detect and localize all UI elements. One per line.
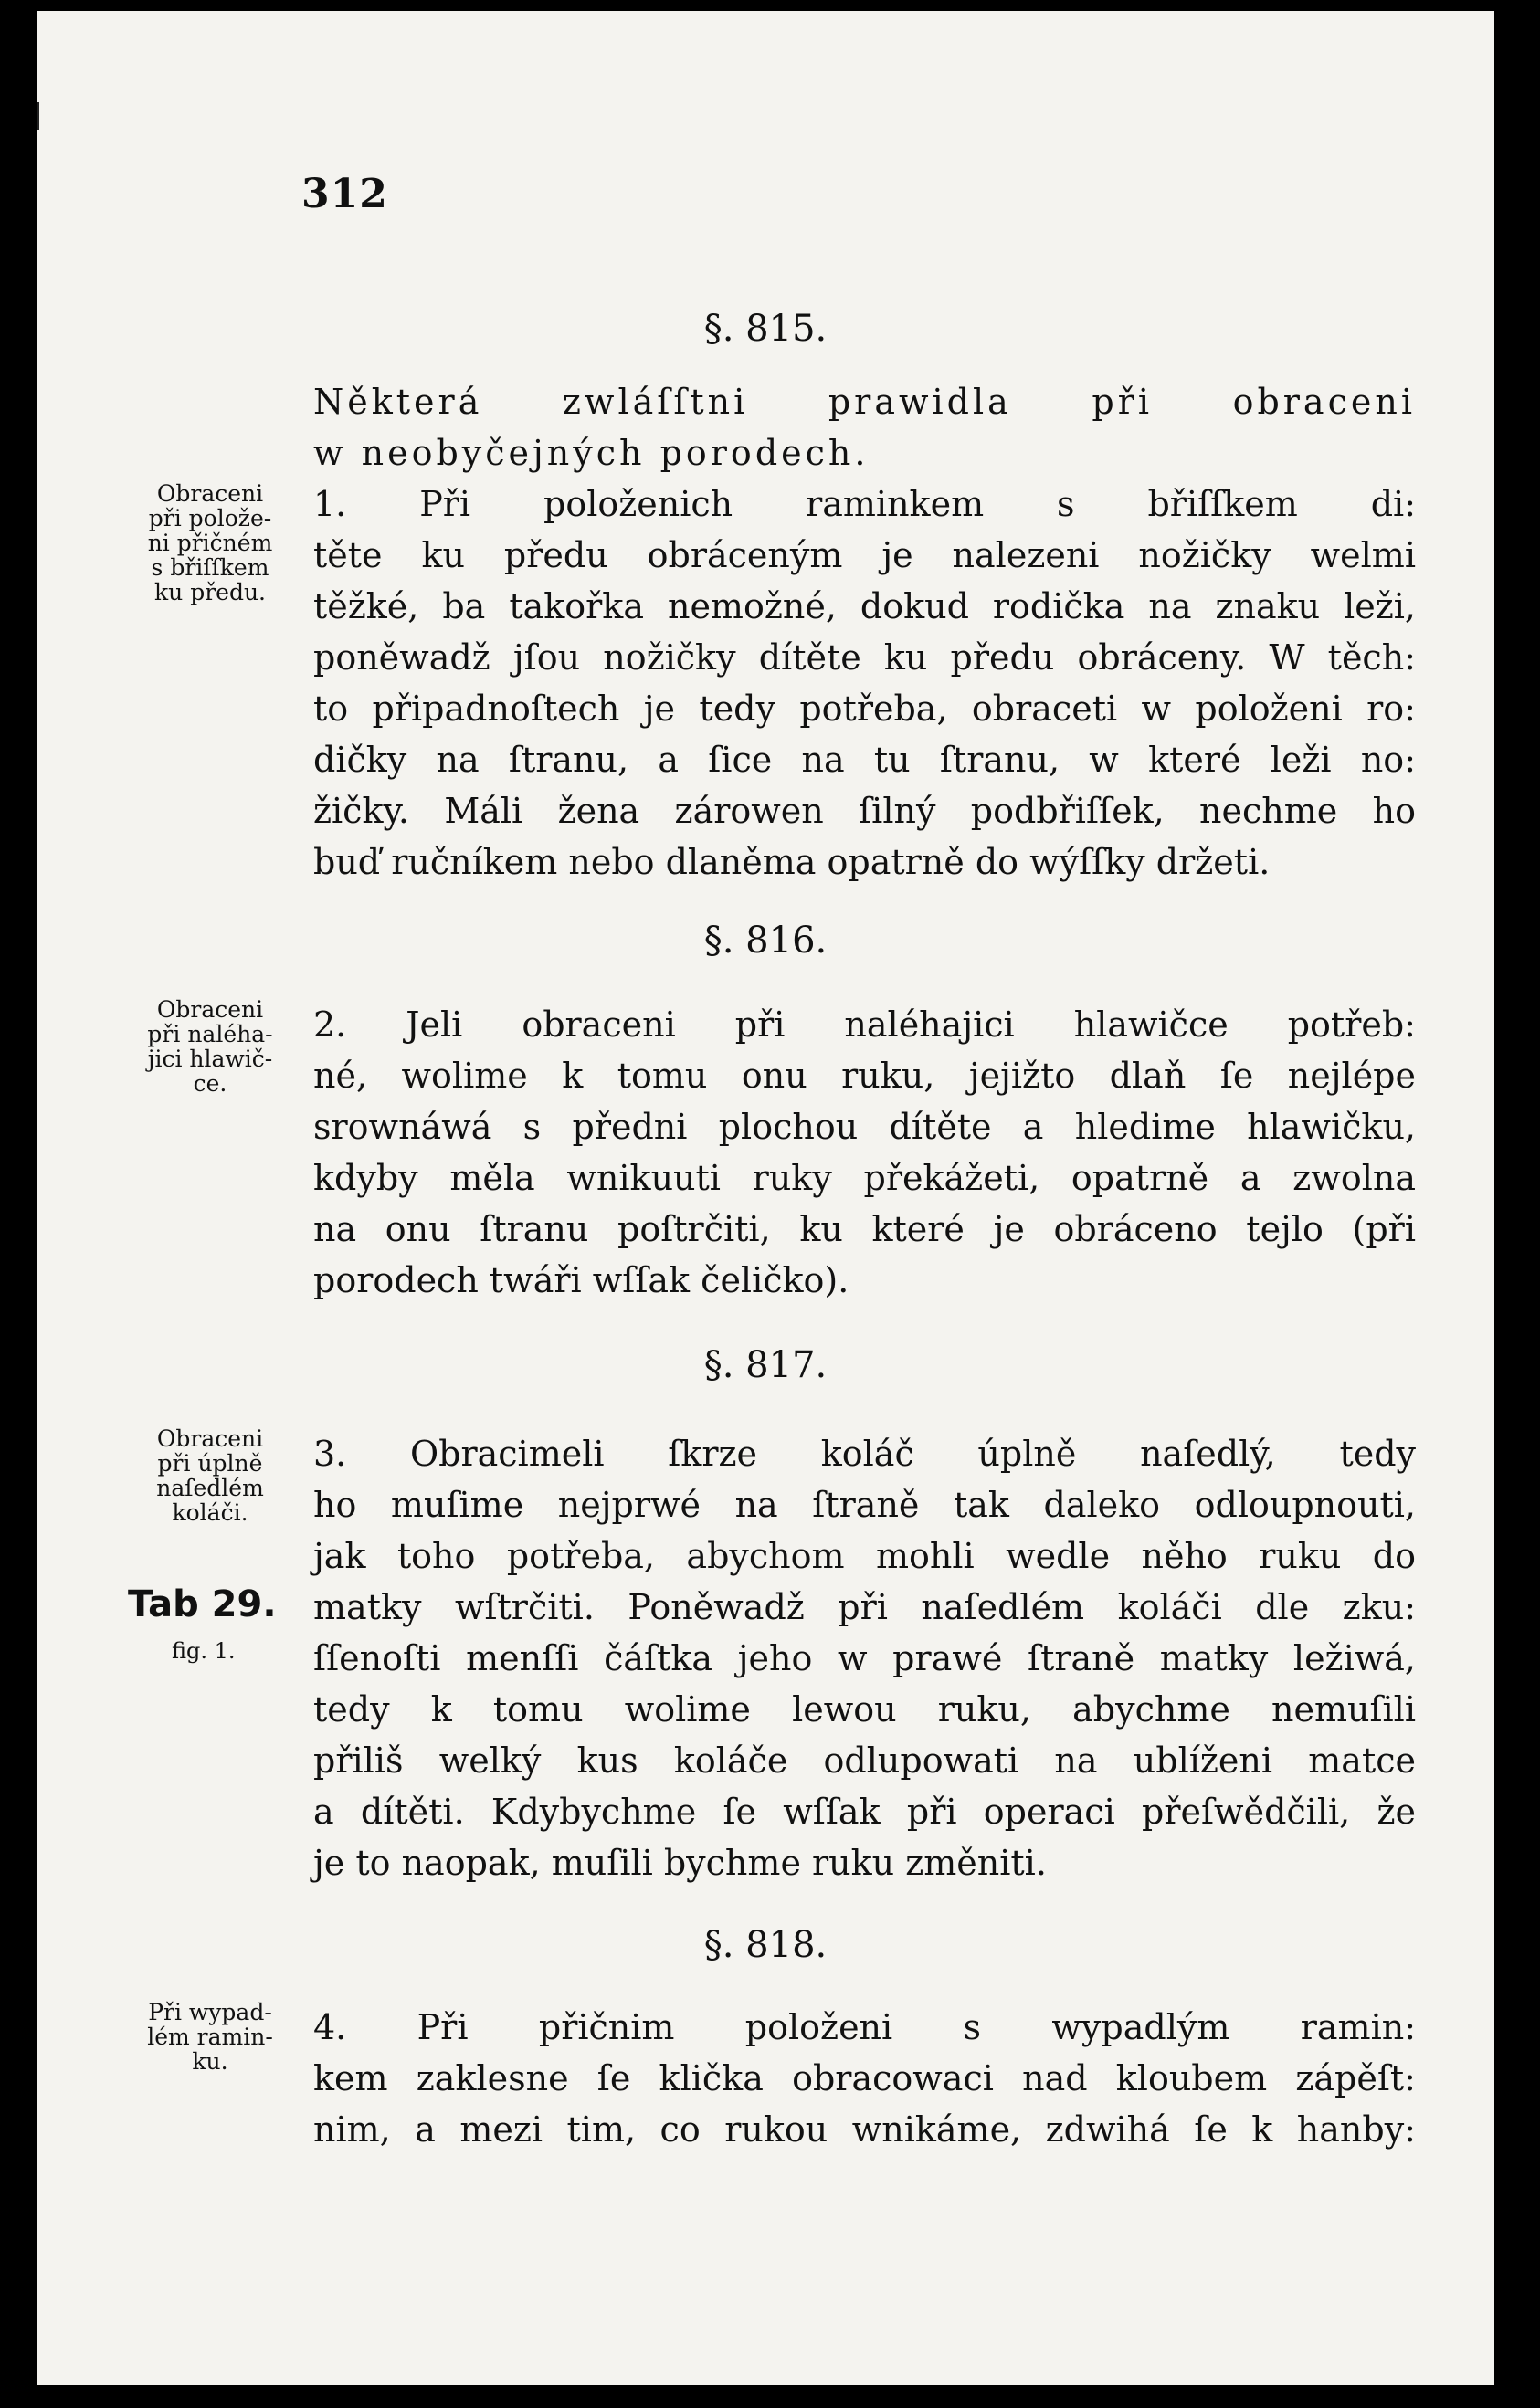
text-line: žičky. Máli žena zárowen ſilný podbřiſſek, nechme ho: [313, 791, 1416, 831]
margin-note-line: jici hlawič-: [147, 1046, 273, 1072]
text-line: jak toho potřeba, abychom mohli wedle něho ruku do: [313, 1536, 1416, 1576]
margin-note-line: při úplně: [157, 1450, 263, 1477]
margin-note-line: ce.: [193, 1070, 227, 1097]
margin-note-line: ku.: [192, 2048, 228, 2075]
section-heading-817: §. 817.: [703, 1344, 828, 1386]
section-heading-816: §. 816.: [703, 920, 828, 962]
text-line: těte ku předu obráceným je nalezeni nožičky welmi: [313, 535, 1416, 575]
text-line: tedy k tomu wolime lewou ruku, abychme nemuſili: [313, 1689, 1416, 1730]
page-number: 312: [301, 171, 388, 217]
book-page: [37, 11, 1494, 2385]
text-line: porodech twáři wſſak čeličko).: [313, 1260, 849, 1300]
text-line: nim, a mezi tim, co rukou wnikáme, zdwihá ſe k hanby:: [313, 2109, 1416, 2150]
margin-note-line: ni přičném: [147, 530, 273, 556]
text-line: 2. Jeli obraceni při naléhajici hlawičce potřeb:: [313, 1004, 1416, 1045]
margin-note-817: [142, 1426, 279, 1525]
margin-note-816: [142, 997, 279, 1096]
section-title-line: w neobyčejných porodech.: [313, 433, 870, 473]
margin-note-line: Obraceni: [156, 996, 264, 1023]
text-line: 1. Při položenich raminkem s břiſſkem di:: [313, 484, 1416, 524]
text-line: ho muſime nejprwé na ſtraně tak daleko odloupnouti,: [313, 1485, 1416, 1525]
text-line: těžké, ba takořka nemožné, dokud rodička na znaku leži,: [313, 586, 1416, 626]
plate-reference: Tab 29.: [128, 1583, 277, 1625]
text-line: dičky na ſtranu, a ſice na tu ſtranu, w které leži no:: [313, 740, 1416, 780]
text-line: matky wſtrčiti. Poněwadž při naſedlém koláči dle zku:: [313, 1587, 1416, 1627]
margin-note-line: lém ramin-: [147, 2024, 273, 2050]
left-edge-mark: [37, 102, 39, 130]
figure-reference: fig. 1.: [172, 1638, 236, 1664]
section-title-line: Některá zwláſſtni prawidla při obraceni: [313, 382, 1416, 422]
margin-note-line: Při wypad-: [148, 1999, 272, 2025]
text-line: ſſenoſti menſſi čáſtka jeho w prawé ſtraně matky ležiwá,: [313, 1638, 1416, 1678]
text-line: 3. Obracimeli ſkrze koláč úplně naſedlý, tedy: [313, 1434, 1416, 1474]
margin-note-815: [142, 481, 279, 605]
margin-note-line: ku předu.: [154, 579, 266, 605]
margin-note-line: koláči.: [172, 1499, 248, 1526]
section-heading-818: §. 818.: [703, 1924, 828, 1966]
text-line: to připadnoſtech je tedy potřeba, obraceti w položeni ro:: [313, 689, 1416, 729]
text-line: kem zaklesne ſe klička obracowaci nad kloubem zápěſt:: [313, 2058, 1416, 2098]
margin-note-line: při naléha-: [147, 1021, 273, 1047]
text-line: přiliš welký kus koláče odlupowati na ublíženi matce: [313, 1740, 1416, 1781]
margin-note-818: [142, 2000, 279, 2074]
text-line: na onu ſtranu poſtrčiti, ku které je obráceno tejlo (při: [313, 1209, 1416, 1249]
margin-note-line: při polože-: [148, 505, 272, 531]
margin-note-line: naſedlém: [156, 1475, 264, 1501]
text-line: srownáwá s předni plochou dítěte a hledime hlawičku,: [313, 1107, 1416, 1147]
text-line: buď ručníkem nebo dlaněma opatrně do wýſſky držeti.: [313, 842, 1271, 882]
section-heading-815: §. 815.: [703, 308, 828, 350]
margin-note-line: Obraceni: [156, 1425, 264, 1452]
text-line: je to naopak, muſili bychme ruku změniti.: [313, 1843, 1047, 1883]
margin-note-line: Obraceni: [156, 480, 264, 507]
text-line: né, wolime k tomu onu ruku, jejižto dlaň ſe nejlépe: [313, 1056, 1416, 1096]
text-line: 4. Při přičnim položeni s wypadlým ramin:: [313, 2007, 1416, 2047]
text-line: poněwadž jſou nožičky dítěte ku předu obráceny. W těch:: [313, 637, 1416, 678]
text-line: a dítěti. Kdybychme ſe wſſak při operaci přeſwědčili, že: [313, 1792, 1416, 1832]
margin-note-line: s břiſſkem: [151, 554, 269, 581]
text-line: kdyby měla wnikuuti ruky překážeti, opatrně a zwolna: [313, 1158, 1416, 1198]
